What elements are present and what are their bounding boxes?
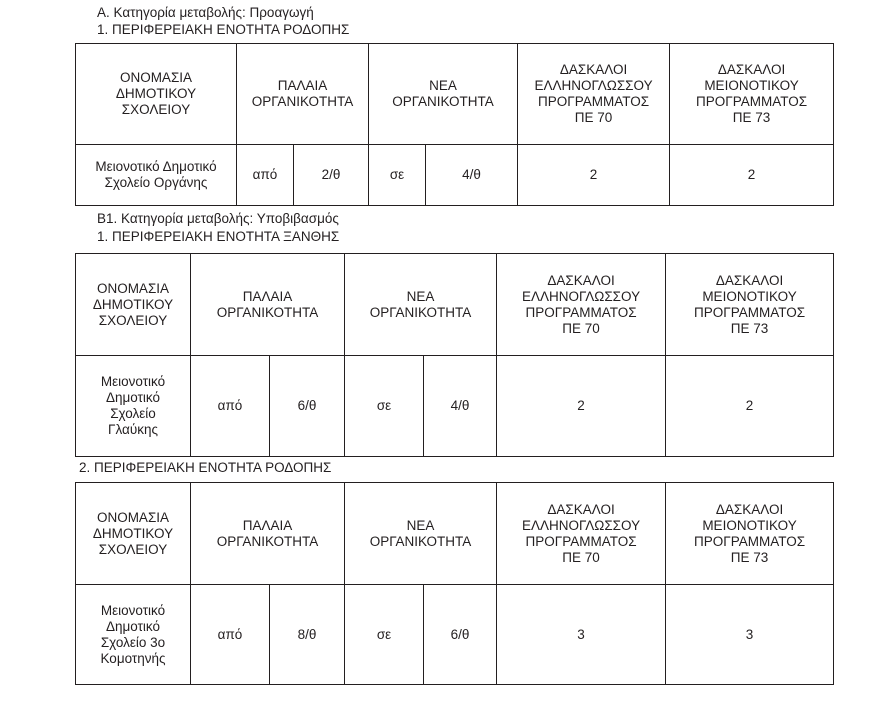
old-value-cell: 8/θ xyxy=(270,585,345,685)
from-label-cell: από xyxy=(191,585,270,685)
pe70-cell: 2 xyxy=(518,145,670,206)
section-b2-subtitle: 2. ΠΕΡΙΦΕΡΕΙΑΚΗ ΕΝΟΤΗΤΑ ΡΟΔΟΠΗΣ xyxy=(79,460,332,475)
header-new-organikotita: ΝΕΑ ΟΡΓΑΝΙΚΟΤΗΤΑ xyxy=(345,483,497,585)
header-school-name: ΟΝΟΜΑΣΙΑ ΔΗΜΟΤΙΚΟΥ ΣΧΟΛΕΙΟΥ xyxy=(76,483,191,585)
school-name-cell: Μειονοτικό Δημοτικό Σχολείο Οργάνης xyxy=(76,145,237,206)
header-greek-teachers-pe70: ΔΑΣΚΑΛΟΙ ΕΛΛΗΝΟΓΛΩΣΣΟΥ ΠΡΟΓΡΑΜΜΑΤΟΣ ΠΕ 70 xyxy=(497,254,666,356)
section-a-title: Α. Κατηγορία μεταβολής: Προαγωγή xyxy=(97,5,314,20)
header-school-name: ΟΝΟΜΑΣΙΑ ΔΗΜΟΤΙΚΟΥ ΣΧΟΛΕΙΟΥ xyxy=(76,44,237,145)
table-header-row xyxy=(76,483,834,585)
header-school-name: ΟΝΟΜΑΣΙΑ ΔΗΜΟΤΙΚΟΥ ΣΧΟΛΕΙΟΥ xyxy=(76,254,191,356)
to-label-cell: σε xyxy=(345,356,424,457)
header-new-organikotita: ΝΕΑ ΟΡΓΑΝΙΚΟΤΗΤΑ xyxy=(345,254,497,356)
table-row xyxy=(76,356,834,457)
header-greek-teachers-pe70: ΔΑΣΚΑΛΟΙ ΕΛΛΗΝΟΓΛΩΣΣΟΥ ΠΡΟΓΡΑΜΜΑΤΟΣ ΠΕ 70 xyxy=(497,483,666,585)
old-value-cell: 6/θ xyxy=(270,356,345,457)
header-greek-teachers-pe70: ΔΑΣΚΑΛΟΙ ΕΛΛΗΝΟΓΛΩΣΣΟΥ ΠΡΟΓΡΑΜΜΑΤΟΣ ΠΕ 70 xyxy=(518,44,670,145)
table-header-row xyxy=(76,254,834,356)
table-header-row xyxy=(76,44,834,145)
header-minority-teachers-pe73: ΔΑΣΚΑΛΟΙ ΜΕΙΟΝΟΤΙΚΟΥ ΠΡΟΓΡΑΜΜΑΤΟΣ ΠΕ 73 xyxy=(670,44,834,145)
header-old-organikotita: ΠΑΛΑΙΑ ΟΡΓΑΝΙΚΟΤΗΤΑ xyxy=(191,483,345,585)
to-label-cell: σε xyxy=(369,145,426,206)
pe70-cell: 3 xyxy=(497,585,666,685)
pe73-cell: 3 xyxy=(666,585,834,685)
header-minority-teachers-pe73: ΔΑΣΚΑΛΟΙ ΜΕΙΟΝΟΤΙΚΟΥ ΠΡΟΓΡΑΜΜΑΤΟΣ ΠΕ 73 xyxy=(666,254,834,356)
school-name-cell: Μειονοτικό Δημοτικό Σχολείο 3ο Κομοτηνής xyxy=(76,585,191,685)
table-b1 xyxy=(75,253,834,457)
pe73-cell: 2 xyxy=(666,356,834,457)
old-value-cell: 2/θ xyxy=(294,145,369,206)
school-name-cell: Μειονοτικό Δημοτικό Σχολείο Γλαύκης xyxy=(76,356,191,457)
new-value-cell: 4/θ xyxy=(424,356,497,457)
from-label-cell: από xyxy=(237,145,294,206)
new-value-cell: 4/θ xyxy=(426,145,518,206)
section-b1-title: Β1. Κατηγορία μεταβολής: Υποβιβασμός xyxy=(97,211,339,226)
section-b1-subtitle: 1. ΠΕΡΙΦΕΡΕΙΑΚΗ ΕΝΟΤΗΤΑ ΞΑΝΘΗΣ xyxy=(97,229,340,244)
header-minority-teachers-pe73: ΔΑΣΚΑΛΟΙ ΜΕΙΟΝΟΤΙΚΟΥ ΠΡΟΓΡΑΜΜΑΤΟΣ ΠΕ 73 xyxy=(666,483,834,585)
to-label-cell: σε xyxy=(345,585,424,685)
table-row xyxy=(76,145,834,206)
table-a xyxy=(75,43,834,206)
from-label-cell: από xyxy=(191,356,270,457)
pe73-cell: 2 xyxy=(670,145,834,206)
header-old-organikotita: ΠΑΛΑΙΑ ΟΡΓΑΝΙΚΟΤΗΤΑ xyxy=(237,44,369,145)
new-value-cell: 6/θ xyxy=(424,585,497,685)
header-new-organikotita: ΝΕΑ ΟΡΓΑΝΙΚΟΤΗΤΑ xyxy=(369,44,518,145)
section-a-subtitle: 1. ΠΕΡΙΦΕΡΕΙΑΚΗ ΕΝΟΤΗΤΑ ΡΟΔΟΠΗΣ xyxy=(97,22,350,37)
pe70-cell: 2 xyxy=(497,356,666,457)
table-row xyxy=(76,585,834,685)
header-old-organikotita: ΠΑΛΑΙΑ ΟΡΓΑΝΙΚΟΤΗΤΑ xyxy=(191,254,345,356)
table-b2 xyxy=(75,482,834,685)
